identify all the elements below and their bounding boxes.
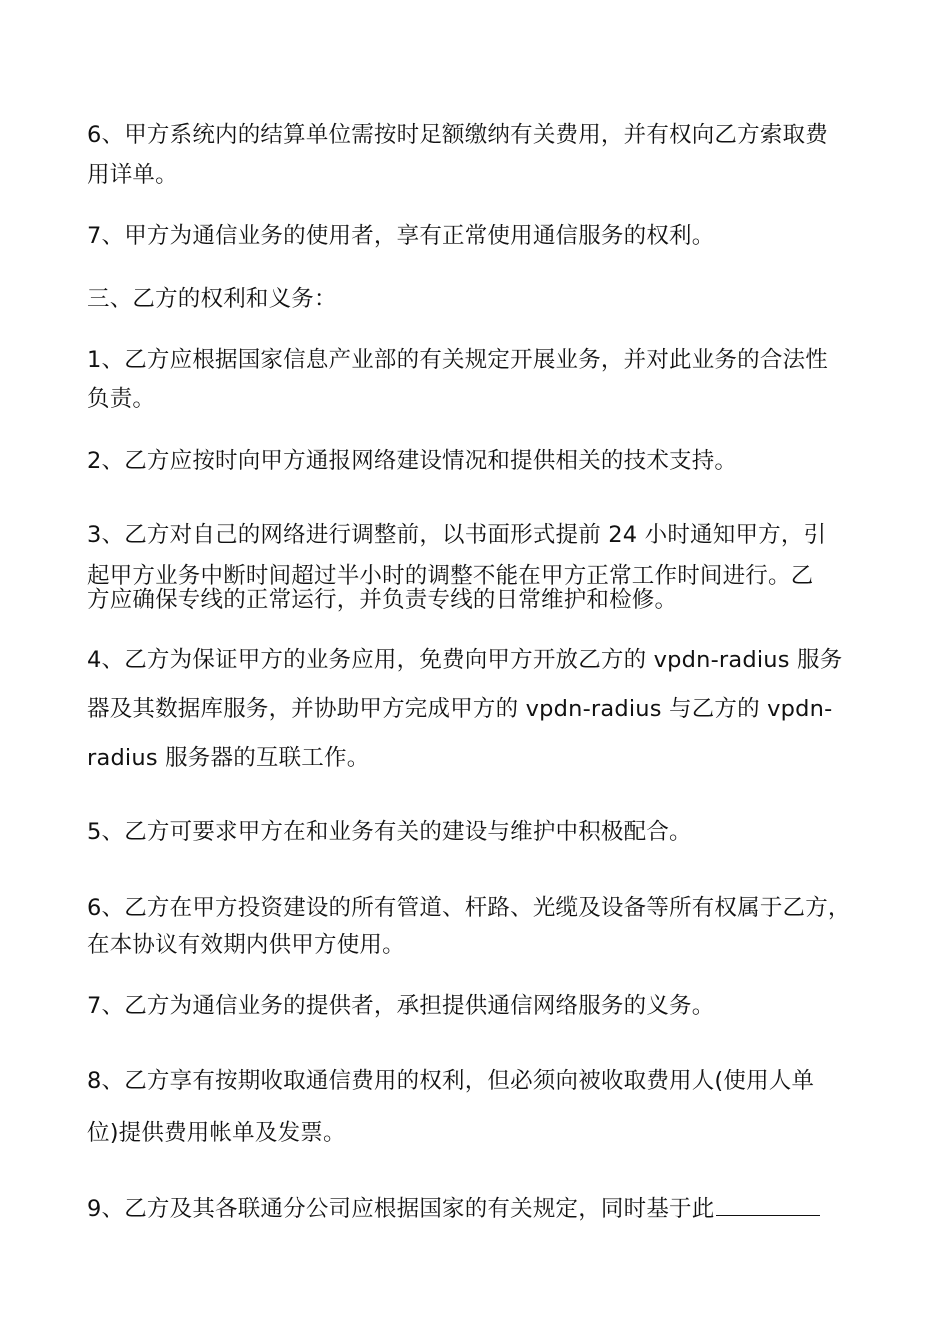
- paragraph-text: 9、乙方及其各联通分公司应根据国家的有关规定，同时基于此: [87, 1196, 715, 1222]
- section-heading: 三、乙方的权利和义务：: [87, 286, 337, 312]
- paragraph-line: 1、乙方应根据国家信息产业部的有关规定开展业务，并对此业务的合法性: [87, 347, 828, 373]
- paragraph-line: 2、乙方应按时向甲方通报网络建设情况和提供相关的技术支持。: [87, 448, 738, 474]
- paragraph-line: 器及其数据库服务，并协助甲方完成甲方的 vpdn-radius 与乙方的 vpdn-: [87, 696, 833, 722]
- paragraph-line: 负责。: [87, 386, 156, 412]
- paragraph-line: 5、乙方可要求甲方在和业务有关的建设与维护中积极配合。: [87, 819, 692, 845]
- paragraph-line: radius 服务器的互联工作。: [87, 745, 370, 771]
- paragraph-line: 4、乙方为保证甲方的业务应用，免费向甲方开放乙方的 vpdn-radius 服务: [87, 647, 843, 673]
- paragraph-line: 用详单。: [87, 162, 178, 188]
- paragraph-line: 7、甲方为通信业务的使用者，享有正常使用通信服务的权利。: [87, 223, 715, 249]
- paragraph-line: 7、乙方为通信业务的提供者，承担提供通信网络服务的义务。: [87, 993, 715, 1019]
- paragraph-line-with-blank: [87, 1193, 820, 1224]
- paragraph-line: 3、乙方对自己的网络进行调整前，以书面形式提前 24 小时通知甲方，引: [87, 522, 827, 548]
- fill-in-blank[interactable]: [716, 1193, 820, 1216]
- paragraph-line: 起甲方业务中断时间超过半小时的调整不能在甲方正常工作时间进行。乙: [87, 563, 814, 589]
- paragraph-line: 6、乙方在甲方投资建设的所有管道、杆路、光缆及设备等所有权属于乙方，: [87, 895, 851, 921]
- paragraph-line: 位)提供费用帐单及发票。: [87, 1120, 346, 1146]
- paragraph-line: 6、甲方系统内的结算单位需按时足额缴纳有关费用，并有权向乙方索取费: [87, 122, 828, 148]
- paragraph-line: 方应确保专线的正常运行，并负责专线的日常维护和检修。: [87, 587, 678, 613]
- paragraph-line: 在本协议有效期内供甲方使用。: [87, 932, 405, 958]
- paragraph-line: 8、乙方享有按期收取通信费用的权利，但必须向被收取费用人(使用人单: [87, 1068, 815, 1094]
